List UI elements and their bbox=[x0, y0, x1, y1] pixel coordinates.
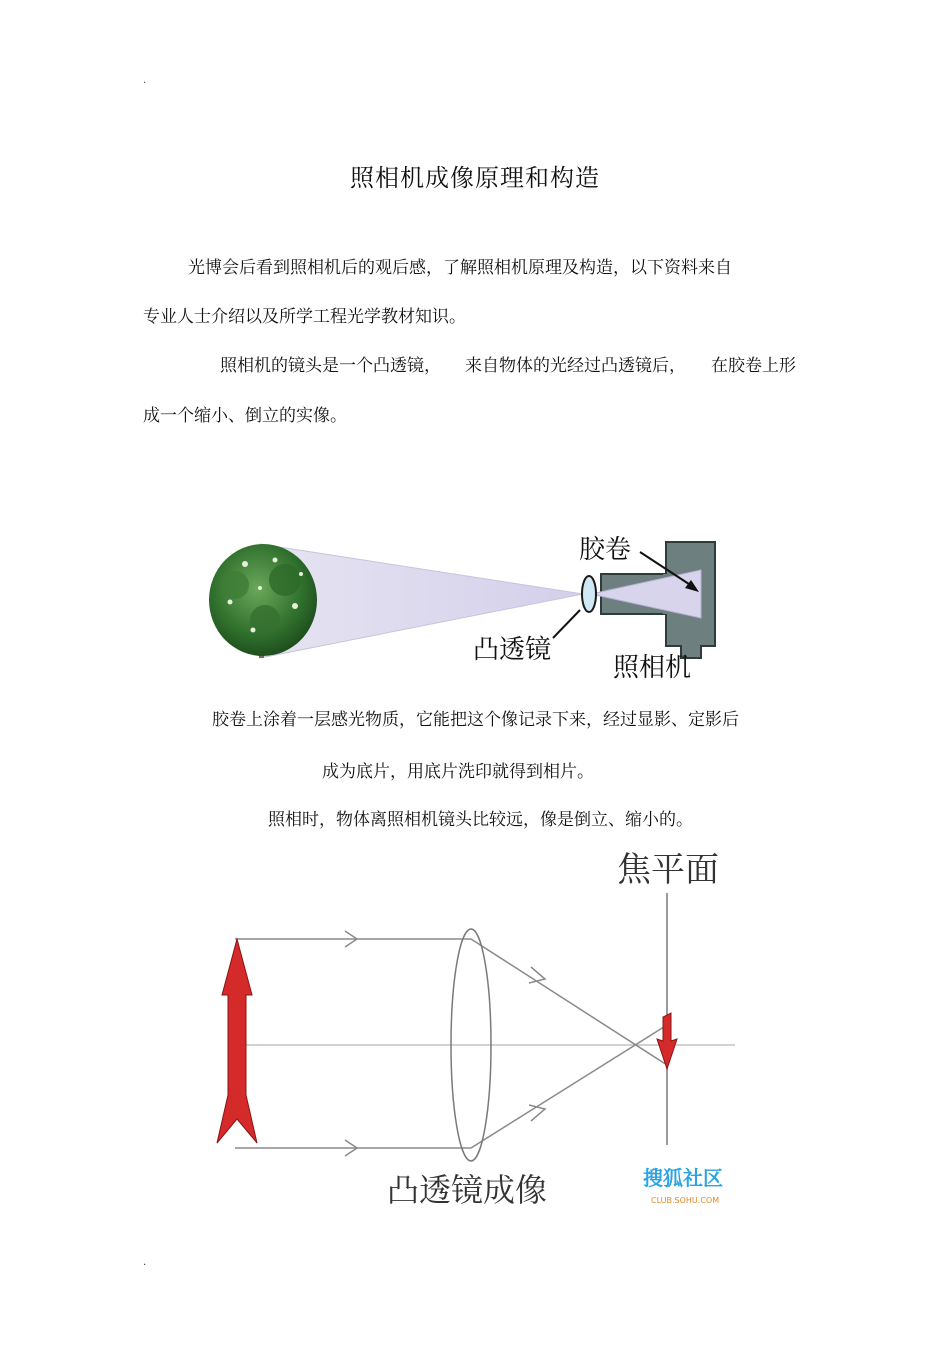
lens-sentence-part-2: 来自物体的光经过凸透镜后， bbox=[465, 356, 686, 376]
watermark-url-text: CLUB.SOHU.COM bbox=[651, 1196, 720, 1205]
label-camera: 照相机 bbox=[613, 653, 692, 680]
lens-imaging-diagram bbox=[205, 845, 760, 1215]
object-arrow-icon bbox=[217, 939, 257, 1143]
intro-line-2: 专业人士介绍以及所学工程光学教材知识。 bbox=[143, 307, 466, 327]
film-line-1: 胶卷上涂着一层感光物质，它能把这个像记录下来，经过显影、定影后 bbox=[212, 710, 739, 730]
footer-mark: . bbox=[143, 1257, 147, 1268]
ray-arrow-icon bbox=[529, 1105, 545, 1121]
camera-diagram bbox=[205, 530, 725, 680]
watermark-logo-text: 搜狐社区 bbox=[643, 1166, 723, 1190]
label-lens: 凸透镜 bbox=[473, 635, 552, 665]
photo-distance-line: 照相时，物体离照相机镜头比较远，像是倒立、缩小的。 bbox=[268, 810, 693, 830]
ray-arrow-icon bbox=[529, 967, 545, 983]
header-mark: . bbox=[143, 75, 147, 86]
sohu-club-logo bbox=[641, 1163, 733, 1205]
label-caption: 凸透镜成像 bbox=[387, 1171, 548, 1209]
convex-lens-icon bbox=[582, 576, 596, 612]
lens-line-2: 成一个缩小、倒立的实像。 bbox=[143, 406, 347, 426]
film-line-2: 成为底片，用底片洗印就得到相片。 bbox=[322, 762, 594, 782]
label-film: 胶卷 bbox=[579, 535, 632, 565]
lens-pointer-line bbox=[553, 610, 580, 638]
refracted-ray-bottom bbox=[471, 1025, 667, 1148]
page-title: 照相机成像原理和构造 bbox=[350, 164, 600, 192]
label-focal-plane: 焦平面 bbox=[617, 850, 719, 890]
lens-sentence-part-3: 在胶卷上形 bbox=[711, 356, 796, 376]
lens-sentence-part-1: 照相机的镜头是一个凸透镜， bbox=[220, 356, 441, 376]
intro-line-1: 光博会后看到照相机后的观后感，了解照相机原理及构造，以下资料来自 bbox=[188, 258, 732, 278]
refracted-ray-top bbox=[471, 939, 667, 1065]
